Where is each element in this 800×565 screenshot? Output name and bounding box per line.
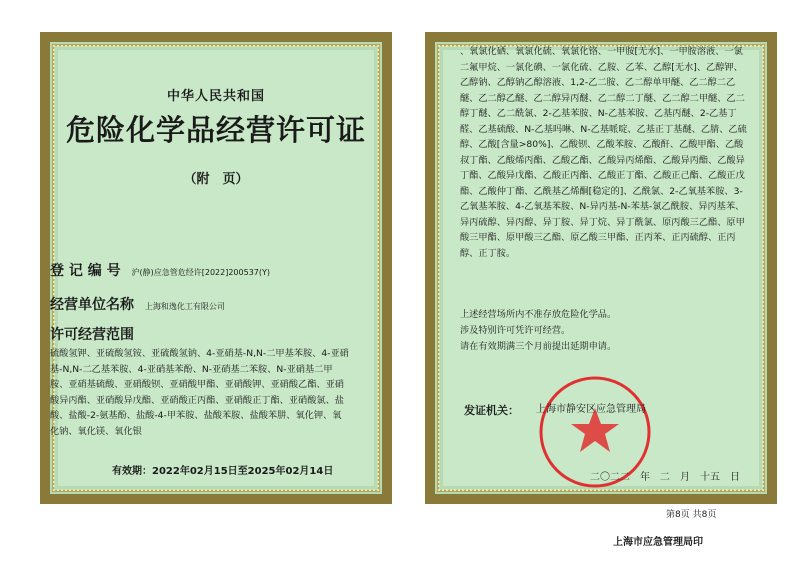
- note-storage: 上述经营场所内不准存放危险化学品。: [460, 309, 617, 320]
- registration-label: 登 记 编 号: [50, 263, 121, 279]
- license-title: 危险化学品经营许可证: [65, 113, 366, 147]
- page-number: 第8页 共8页: [666, 510, 717, 520]
- issue-date: 二〇二二 年 二 月 十五 日: [590, 472, 740, 483]
- scope-text-right: 、氧氯化硒、氧氯化硫、氧氯化铬、一甲胺[无水]、一甲胺溶液、一氯二氟甲烷、一氯化碘、一氯化硫、乙胺、乙苯、乙醇[无水]、乙醇钾、乙醇钠、乙醇钠乙醇溶液、1,2-乙二胺、乙二醇单甲醚、乙二醇二乙醚、乙二醇乙醚、乙二醇异丙醚、乙二醇二丁醚、乙二醇二甲醚、乙二醇丁醚、乙二酰氯、2-乙基苯胺、N-乙基苯胺、乙基丙醚、2-乙基丁醛、乙基硫酸、N-乙基吗啉、N-乙基哌啶、乙基正丁基醚、乙腈、乙硫醇、乙酸[含量>80%]、乙酸钡、乙酸苯胺、乙酸酐、乙酸甲酯、乙酸叔丁酯、乙酸烯丙酯、乙酸乙酯、乙酸异丙烯酯、乙酸异丙酯、乙酸异丁酯、乙酸异戊酯、乙酸正丙酯、乙酸正丁酯、乙酸正己酯、乙酸正戊酯、乙酸仲丁酯、乙酰基乙烯酮[稳定的]、乙酰氯、2-乙氧基苯胺、3-乙氧基苯胺、4-乙氧基苯胺、N-异丙基-N-苯基-氯乙酰胺、异丙基苯、异丙硫醇、异丙醇、异丁胺、异丁烷、异丁酰氯、原丙酸三乙酯、原甲酸三甲酯、原甲酸三乙酯、原乙酸三甲酯、正丙苯、正丙硫醇、正丙醇、正丁胺。: [460, 46, 747, 259]
- registration-value: 沪(静)应急管危经许[2022]200537(Y): [131, 268, 271, 277]
- registration-row: [50, 260, 270, 280]
- issuer-name: 上海市静安区应急管理局: [536, 404, 646, 415]
- appendix-subtitle: （附 页）: [183, 172, 249, 187]
- company-row: [50, 294, 225, 314]
- scope-label: 许可经营范围: [50, 327, 134, 343]
- company-value: 上海和逸化工有限公司: [144, 302, 225, 311]
- note-special-permit: 涉及特别许可凭许可经营。: [460, 325, 571, 336]
- company-label: 经营单位名称: [50, 297, 134, 313]
- validity-period: 有效期：2022年02月15日至2025年02月14日: [112, 466, 334, 477]
- issuer-label: 发证机关：: [464, 404, 519, 417]
- seal-note: 上海市应急管理局印: [613, 537, 703, 548]
- scope-text-left: 硫酸氢钾、亚硫酸氢铵、亚硫酸氢钠、4-亚硝基-N,N-二甲基苯胺、4-亚硝基-N,N-二乙基苯胺、4-亚硝基苯酚、N-亚硝基二苯胺、N-亚硝基二甲胺、亚硝基硫酸、亚硝酸钡、亚硝酸甲酯、亚硝酸钾、亚硝酸乙酯、亚硝酸异丙酯、亚硝酸异戊酯、亚硝酸正丙酯、亚硝酸正丁酯、亚硝酸氯、盐酸、盐酸-2-氨基酚、盐酸-4-甲苯胺、盐酸苯胺、盐酸苯肼、氧化钾、氧化钠、氧化镁、氧化银: [50, 348, 349, 437]
- country-heading: 中华人民共和国: [166, 89, 265, 104]
- note-renewal: 请在有效期满三个月前提出延期申请。: [460, 341, 617, 352]
